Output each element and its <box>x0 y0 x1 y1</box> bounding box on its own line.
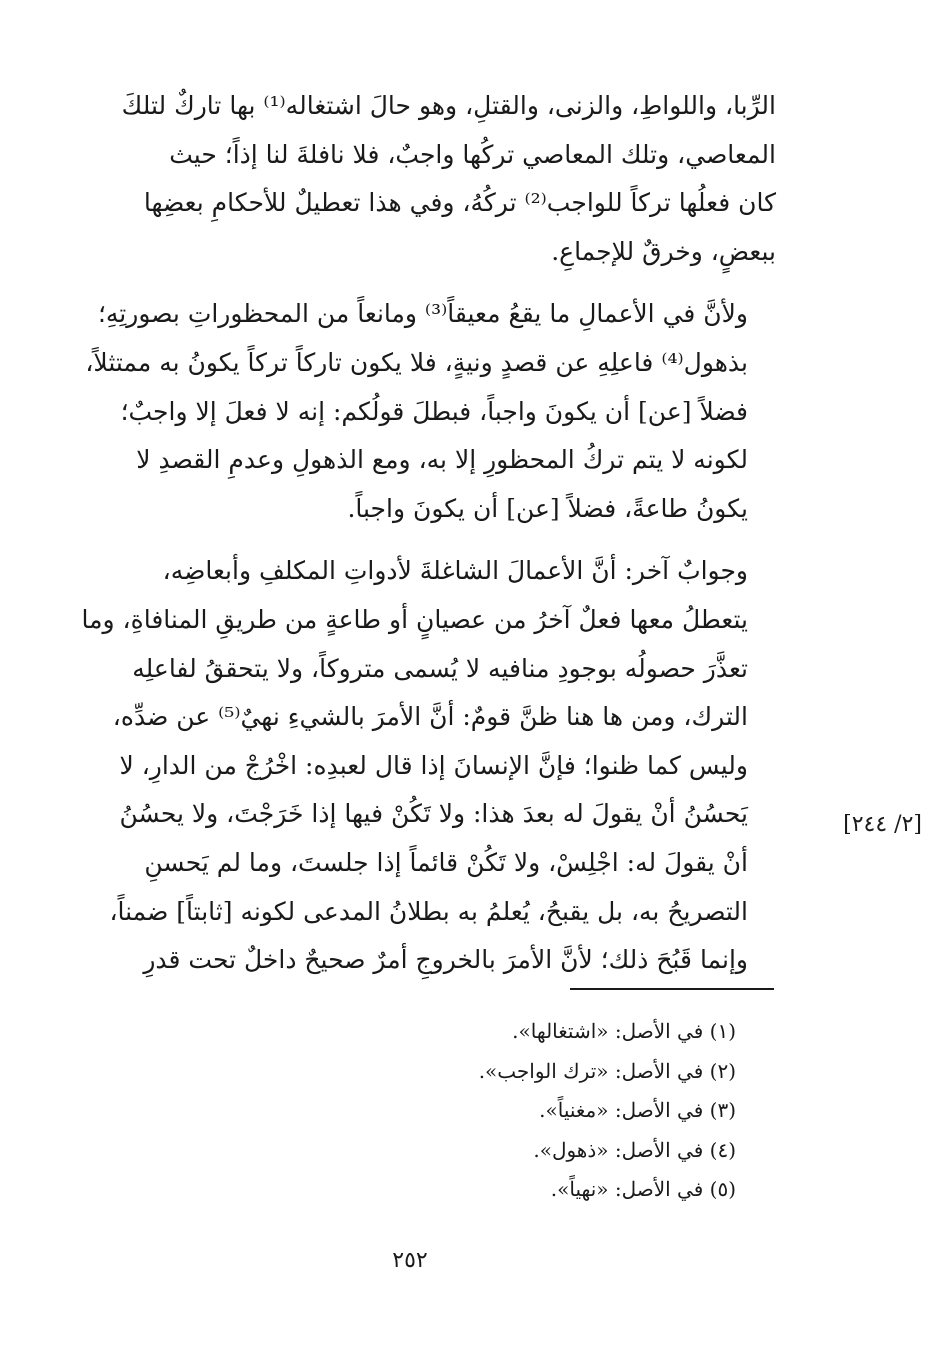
text-line: تعذَّرَ حصولُه بوجودِ منافيه لا يُسمى متروكاً، ولا يتحققُ لفاعلِه <box>132 653 748 683</box>
text-line: بذهول⁽⁴⁾ فاعلِهِ عن قصدٍ ونيةٍ، فلا يكون تاركاً تركاً يكونُ به ممتثلاً، <box>85 347 748 377</box>
text-line: وليس كما ظنوا؛ فإنَّ الإنسانَ إذا قال لعبدِه: اخْرُجْ من الدارِ، لا <box>119 750 748 780</box>
text-line: يكونُ طاعةً، فضلاً [عن] أن يكونَ واجباً. <box>347 493 748 523</box>
text-line: كان فعلُها تركاً للواجب⁽²⁾ تركُهُ، وفي هذا تعطيلٌ للأحكامِ بعضِها <box>143 188 776 218</box>
text-line: المعاصي، وتلك المعاصي تركُها واجبٌ، فلا نافلةَ لنا إذاً؛ حيث <box>169 139 776 169</box>
text-line: الرِّبا، واللواطِ، والزنى، والقتلِ، وهو حالَ اشتغاله⁽¹⁾ بها تاركٌ لتلكَ <box>121 91 776 120</box>
text-line: لكونه لا يتم تركُ المحظورِ إلا به، ومع الذهولِ وعدمِ القصدِ لا <box>136 445 748 475</box>
paragraph-3 <box>70 547 776 984</box>
footnote-4: (٤) في الأصل: «ذهول». <box>533 1137 736 1162</box>
page-number: ٢٥٢ <box>392 1248 428 1273</box>
text-line: أنْ يقولَ له: اجْلِسْ، ولا تَكُنْ قائماً إذا جلستَ، وما لم يَحسنِ <box>144 847 748 877</box>
footnote-5: (٥) في الأصل: «نهياً». <box>550 1177 736 1201</box>
text-line: فضلاً [عن] أن يكونَ واجباً، فبطلَ قولُكم: إنه لا فعلَ إلا واجبٌ؛ <box>120 396 748 426</box>
text-line: الترك، ومن ها هنا ظنَّ قومٌ: أنَّ الأمرَ بالشيءِ نهيٌ⁽⁵⁾ عن ضدِّه، <box>112 702 748 732</box>
footnotes <box>300 1012 736 1210</box>
text-line: التصريحُ به، بل يقبحُ، يُعلمُ به بطلانُ المدعى لكونه [ثابتاً] ضمناً، <box>109 896 748 926</box>
text-line: يَحسُنُ أنْ يقولَ له بعدَ هذا: ولا تَكُنْ فيها إذا خَرَجْتَ، ولا يحسُنُ <box>119 799 748 829</box>
main-text <box>70 82 776 985</box>
footnote-separator <box>570 988 774 990</box>
margin-page-reference: [٢/ ٢٤٤] <box>843 812 922 837</box>
paragraph-2 <box>70 290 776 533</box>
footnote-3: (٣) في الأصل: «مغنياً». <box>539 1098 736 1122</box>
text-line: وإنما قَبُحَ ذلك؛ لأنَّ الأمرَ بالخروجِ أمرٌ صحيحٌ داخلٌ تحت قدرِ <box>143 945 748 975</box>
paragraph-1 <box>70 82 776 276</box>
text-line: يتعطلُ معها فعلٌ آخرُ من عصيانٍ أو طاعةٍ من طريقِ المنافاةِ، وما <box>81 604 748 634</box>
footnote-2: (٢) في الأصل: «ترك الواجب». <box>478 1058 736 1083</box>
text-line: وجوابٌ آخر: أنَّ الأعمالَ الشاغلةَ لأدواتِ المكلفِ وأبعاضِه، <box>162 556 748 586</box>
footnote-1: (١) في الأصل: «اشتغالها». <box>512 1019 736 1043</box>
text-line: ولأنَّ في الأعمالِ ما يقعُ معيقاً⁽³⁾ ومانعاً من المحظوراتِ بصورتِهِ؛ <box>97 299 748 329</box>
text-line: ببعضٍ، وخرقٌ للإجماعِ. <box>551 236 776 266</box>
